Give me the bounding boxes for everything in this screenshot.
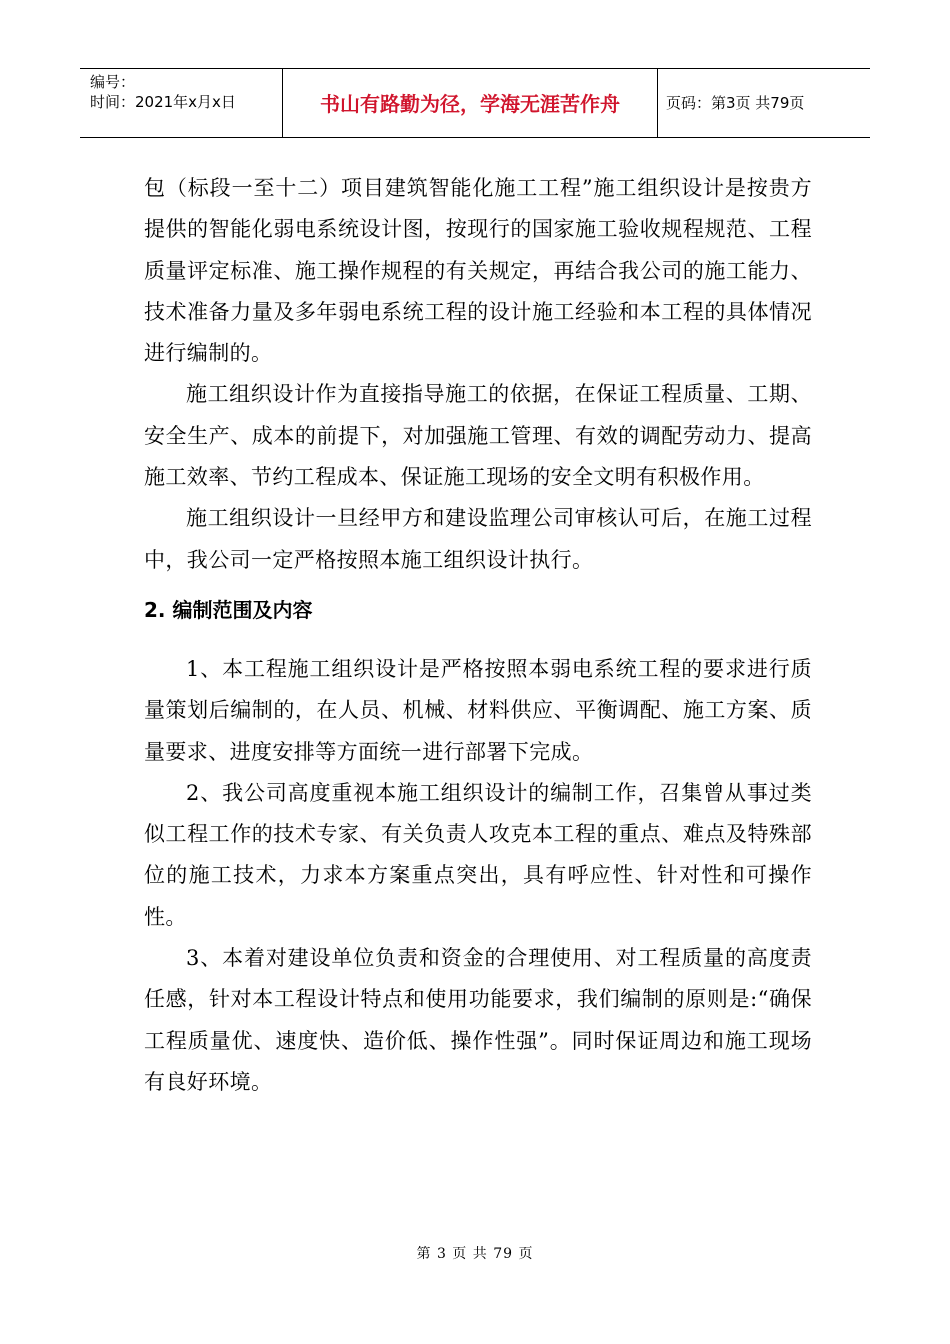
document-body	[144, 168, 812, 1103]
list-item: 3、本着对建设单位负责和资金的合理使用、对工程质量的高度责任感，针对本工程设计特点和使用功能要求，我们编制的原则是:“确保工程质量优、速度快、造价低、操作性强”。同时保证周边和施工现场有良好环境。	[144, 946, 812, 1094]
document-code: 编号：	[90, 73, 136, 91]
paragraph: 施工组织设计作为直接指导施工的依据，在保证工程质量、工期、安全生产、成本的前提下，对加强施工管理、有效的调配劳动力、提高施工效率、节约工程成本、保证施工现场的安全文明有积极作用。	[144, 382, 812, 490]
section-heading: 2. 编制范围及内容	[144, 597, 313, 622]
document-date: 时间：2021年x月x日	[90, 93, 236, 111]
list-item: 2、我公司高度重视本施工组织设计的编制工作，召集曾从事过类似工程工作的技术专家、有关负责人攻克本工程的重点、难点及特殊部位的施工技术，力求本方案重点突出，具有呼应性、针对性和可操作性。	[144, 780, 812, 929]
paragraph: 施工组织设计一旦经甲方和建设监理公司审核认可后，在施工过程中，我公司一定严格按照本施工组织设计执行。	[144, 506, 812, 572]
header-motto: 书山有路勤为径，学海无涯苦作舟	[320, 92, 620, 116]
header-meta-cell	[80, 69, 283, 137]
header-page-number: 页码：第3页 共79页	[666, 94, 805, 112]
paragraph-continued: 包（标段一至十二）项目建筑智能化施工工程”施工组织设计是按贵方提供的智能化弱电系统设计图，按现行的国家施工验收规程规范、工程质量评定标准、施工操作规程的有关规定，再结合我公司的施工能力、技术准备力量及多年弱电系统工程的设计施工经验和本工程的具体情况进行编制的。	[144, 176, 812, 366]
list-item: 1、本工程施工组织设计是严格按照本弱电系统工程的要求进行质量策划后编制的，在人员、机械、材料供应、平衡调配、施工方案、质量要求、进度安排等方面统一进行部署下完成。	[144, 656, 812, 764]
header-page-cell	[658, 69, 870, 137]
page-footer: 第 3 页 共 79 页	[416, 1246, 534, 1262]
header-motto-cell	[283, 69, 658, 137]
page-header	[80, 68, 870, 138]
